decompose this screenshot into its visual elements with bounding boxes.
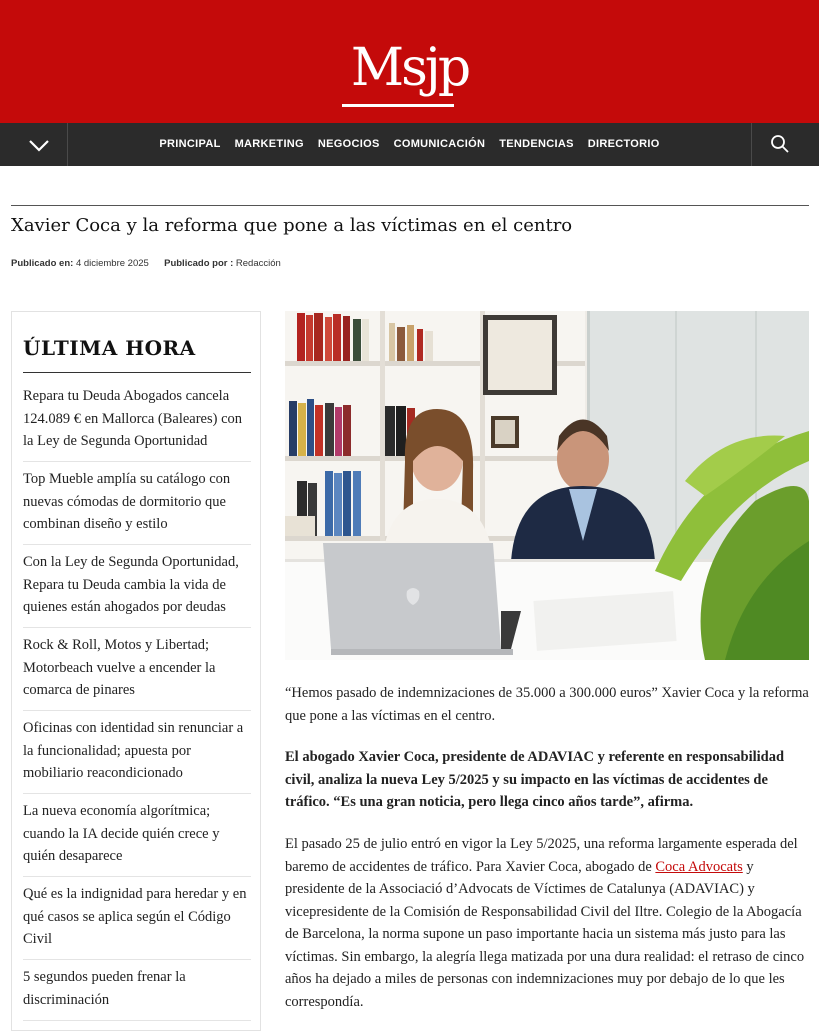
chevron-down-icon[interactable]: [28, 137, 50, 153]
news-item[interactable]: Qué es la indignidad para heredar y en qué casos se aplica según el Código Civil: [23, 886, 247, 947]
news-divider: [23, 710, 251, 711]
search-icon[interactable]: [770, 134, 790, 154]
news-item[interactable]: La nueva economía algorítmica; cuando la IA decide quién crece y quién desaparece: [23, 803, 220, 864]
paragraph-text: El pasado 25 de julio entró en vigor la Ley 5/2025, una reforma largamente esperada del baremo de accidentes de tráfico. Para Xavier Coca, abogado de: [285, 836, 798, 875]
sidebar-title: ÚLTIMA HORA: [23, 336, 196, 360]
latest-news-sidebar: [11, 311, 261, 1031]
article-caption: “Hemos pasado de indemnizaciones de 35.000 a 300.000 euros” Xavier Coca y la reforma que pone a las víctimas en el centro.: [285, 685, 809, 724]
author-label: Publicado por :: [164, 258, 234, 269]
author-name[interactable]: Redacción: [235, 258, 281, 269]
article-title: Xavier Coca y la reforma que pone a las víctimas en el centro: [11, 215, 573, 236]
article-paragraph: [285, 833, 809, 1013]
news-divider: [23, 959, 251, 960]
sidebar-title-underline: [23, 372, 251, 373]
paragraph-text: y presidente de la Associació d’Advocats de Víctimes de Catalunya (ADAVIAC) y vicepresidente de la Comisión de Responsabilidad Civil del Iltre. Colegio de la Abogacía de Barcelona, la norma supone un paso importante hacia un sistema más justo para las víctimas. Sin embargo, la alegría llega matizada por una dura realidad: el retraso de cinco años ha dejado a miles de personas con indemnizaciones muy por debajo de lo que les correspondía.: [285, 858, 805, 1010]
nav-item-negocios[interactable]: NEGOCIOS: [317, 138, 380, 150]
news-divider: [23, 876, 251, 877]
article-lead: El abogado Xavier Coca, presidente de ADAVIAC y referente en responsabilidad civil, analiza la nueva Ley 5/2025 y su impacto en las víctimas de accidentes de tráfico. “Es una gran noticia, pero llega cinco años tarde”, afirma.: [285, 749, 785, 810]
coca-advocats-link[interactable]: Coca Advocats: [655, 858, 743, 875]
site-logo[interactable]: Msjp: [350, 38, 469, 98]
news-item[interactable]: Repara tu Deuda Abogados cancela 124.089 € en Mallorca (Baleares) con la Ley de Segunda Oportunidad: [23, 388, 243, 449]
news-divider: [23, 793, 251, 794]
nav-menu: [0, 123, 819, 166]
news-divider: [23, 627, 251, 628]
news-divider: [23, 461, 251, 462]
news-item[interactable]: Top Mueble amplía su catálogo con nuevas cómodas de dormitorio que combinan diseño y estilo: [23, 471, 231, 532]
news-divider: [23, 544, 251, 545]
site-header: [0, 0, 819, 123]
news-item[interactable]: Con la Ley de Segunda Oportunidad, Repara tu Deuda cambia la vida de quienes están ahogados por deudas: [23, 554, 239, 615]
logo-underline: [342, 104, 454, 107]
news-item[interactable]: Oficinas con identidad sin renunciar a la funcionalidad; apuesta por mobiliario reacondicionado: [23, 720, 244, 781]
main-nav: [0, 123, 819, 166]
nav-item-directorio[interactable]: DIRECTORIO: [587, 138, 660, 150]
news-divider: [23, 1020, 251, 1021]
nav-item-tendencias[interactable]: TENDENCIAS: [499, 138, 574, 150]
published-label: Publicado en:: [11, 258, 74, 269]
title-divider: [11, 205, 809, 206]
article-meta: [11, 258, 281, 269]
nav-item-comunicacion[interactable]: COMUNICACIÓN: [393, 138, 486, 150]
article-photo: [285, 311, 809, 660]
nav-item-principal[interactable]: PRINCIPAL: [159, 138, 221, 150]
nav-item-marketing[interactable]: MARKETING: [234, 138, 304, 150]
news-item[interactable]: 5 segundos pueden frenar la discriminación: [23, 969, 186, 1008]
published-date: 4 diciembre 2025: [75, 258, 149, 269]
news-item[interactable]: Rock & Roll, Motos y Libertad; Motorbeach vuelve a encender la comarca de pinares: [23, 637, 216, 698]
